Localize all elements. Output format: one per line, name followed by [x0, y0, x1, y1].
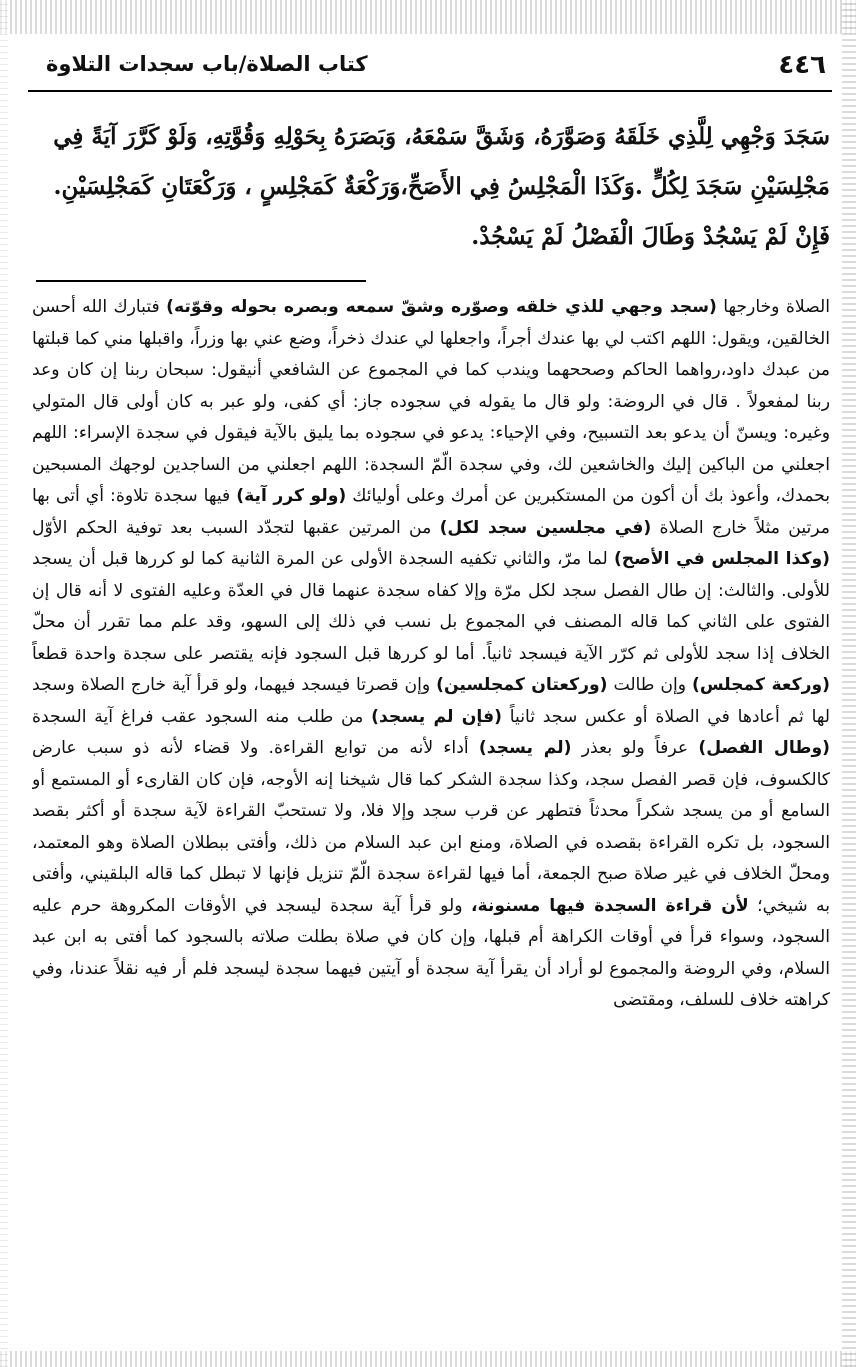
commentary-text-run: لما مرّ، والثاني تكفيه السجدة الأولى عن المرة الثانية كما لو كررها قبل أن يسجد للأولى. والثالث: إن طال الفصل سجد لكل مرّة وإلا كفاه سجدة عنهما قال في العدّة وعليه الفتوى لا أنه قال إن الفتوى على الثاني كما قاله المصنف في المجموع بل نسب في ذلك إلى السهو، وقد علم مما تقرر أن محلّ الخلاف إذا سجد للأولى ثم كرّر الآية فيسجد ثانياً. أما لو كررها قبل السجود فإنه يقتصر على سجدة واحدة قطعاً: [32, 549, 830, 664]
commentary-text-run: ولو قرأ آية سجدة ليسجد في الأوقات المكروهة حرم عليه السجود، وسواء قرأ في أوقات الكراهة أم قبلها، وإن كان في صلاة بطلت صلاته بالسجود كما أفتى به ابن عبد السلام، وفي الروضة والمجموع لو أراد أن يقرأ آية سجدة أو آيتين فيهما سجدة ليسجد فلم أر فيه نقلاً عندنا، وفي كراهته خلاف للسلف، ومقتضى: [32, 895, 830, 1010]
matn-quote: (ولو كرر آية): [236, 486, 347, 506]
commentary-text-run: عرفاً ولو بعذر: [581, 738, 689, 758]
decorative-border-top: [0, 0, 856, 34]
commentary-text-run: الصلاة وخارجها: [723, 297, 830, 317]
commentary-text-run: أداء لأنه من توابع القراءة. ولا قضاء لأنه ذو سبب عارض كالكسوف، فإن قصر الفصل سجد، وكذا سجدة الشكر كما قال شيخنا إنه الأوجه، فإن كان القارىء أو المستمع أو السامع أو من يسجد شكراً محدثاً فتطهر عن قرب سجد وإلا فلا، ولا تستحبّ القراءة لآية سجدة أو أكثر بقصد السجود، بل تكره القراءة بقصده في الصلاة، ومنع ابن عبد السلام من ذلك، وأفتى ببطلان الصلاة وهو المعتمد، ومحلّ الخلاف في غير صلاة صبح الجمعة، أما فيها لقراءة سجدة الّمّ تنزيل فإنها لا تبطل كما قاله البلقيني، وأفتى به شيخي؛: [32, 738, 830, 916]
decorative-border-left: [0, 0, 8, 1367]
commentary-text-run: وإن طالت: [613, 675, 687, 695]
matn-quote: (لم يسجد): [478, 738, 572, 758]
page-header: [28, 44, 832, 92]
matn-line: مَجْلِسَيْنِ سَجَدَ لِكُلٍّ .وَكَذَا الْمَجْلِسُ فِي الأَصَحِّ،وَرَكْعَةٌ كَمَجْلِسٍ ، وَرَكْعَتَانِ كَمَجْلِسَيْنِ.: [53, 173, 830, 200]
matn-quote: (وطال الفصل): [698, 738, 830, 758]
running-title: كتاب الصلاة/باب سجدات التلاوة: [46, 52, 368, 76]
commentary-paragraph: [32, 292, 830, 1017]
matn-quote: لأن قراءة السجدة فيها مسنونة،: [470, 895, 749, 916]
matn-quote: (سجد وجهي للذي خلقه وصوّره وشقّ سمعه وبصره بحوله وقوّته): [166, 297, 717, 317]
matn-line: سَجَدَ وَجْهِي لِلَّذِي خَلَقَهُ وَصَوَّرَهُ، وَشَقَّ سَمْعَهُ، وَبَصَرَهُ بِحَوْلِهِ وَقُوَّتِهِ، وَلَوْ كَرَّرَ آيَةً فِي: [53, 123, 830, 150]
matn-quote: (وركعة كمجلس): [691, 675, 830, 695]
matn-text: [36, 112, 830, 262]
commentary-text-run: من المرتين عقبها لتجدّد السبب بعد توفية الحكم الأوّل: [32, 517, 432, 538]
matn-quote: (فإن لم يسجد): [371, 706, 502, 727]
commentary-text-run: من طلب منه السجود عقب فراغ آية السجدة: [32, 706, 364, 727]
matn-quote: (وكذا المجلس في الأصح): [613, 549, 830, 569]
decorative-border-right: [842, 0, 856, 1367]
commentary-text-run: فتبارك الله أحسن الخالقين، ويقول: اللهم اكتب لي بها عندك أجراً، واجعلها لي عندك ذخراً، وضع عني بها وزراً، واقبلها مني كما قبلتها من عبدك داود،رواهما الحاكم وصححهما ويندب كما في المجموع عن الشافعي أنيقول: سبحان ربنا إن كان وعد ربنا لمفعولاً . قال في الروضة: ولو قال ما يقوله في سجوده جاز: أي كفى، ولو عبر به كان أولى قال المتولي وغيره: ويسنّ أن يدعو بعد التسبيح، وفي الإحياء: يدعو في سجوده بما يليق بالآية فيقول في سجدة الإسراء: اللهم اجعلني من الباكين إليك والخاشعين لك، وفي سجدة الّمّ السجدة: اللهم اجعلني من الساجدين لوجهك المسبحين بحمدك، وأعوذ بك أن أكون من المستكبرين عن أمرك وعلى أوليائك: [32, 297, 830, 506]
page-number: ٤٤٦: [778, 50, 826, 80]
matn-quote: (في مجلسين سجد لكل): [439, 517, 652, 538]
matn-quote: (وركعتان كمجلسين): [436, 675, 608, 695]
commentary-text: [32, 292, 830, 1332]
footnote-separator: [36, 280, 366, 282]
commentary-text-run: وإن قصرتا فيسجد فيهما، ولو قرأ آية خارج الصلاة وسجد لها ثم أعادها في الصلاة أو عكس سجد ثانياً: [32, 675, 830, 727]
decorative-border-bottom: [0, 1351, 856, 1367]
matn-line: فَإِنْ لَمْ يَسْجُدْ وَطَالَ الْفَصْلُ لَمْ يَسْجُدْ.: [471, 223, 830, 250]
commentary-text-run: فيها سجدة تلاوة: أي أتى بها مرتين مثلاً خارج الصلاة: [32, 486, 830, 538]
